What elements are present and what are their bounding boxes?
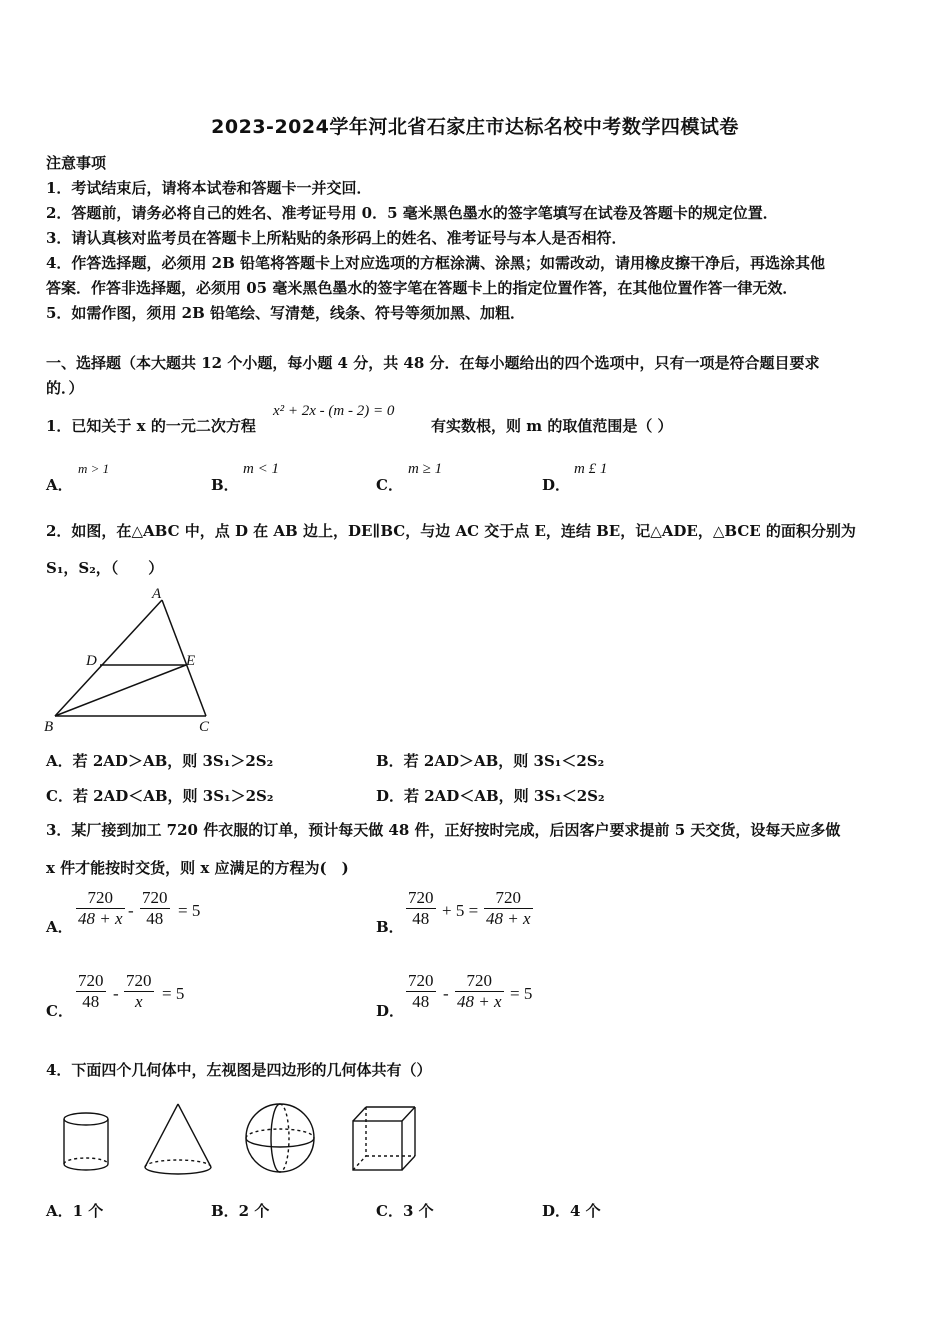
vertex-label-e: E [186, 653, 196, 669]
notice-item: 2．答题前，请务必将自己的姓名、准考证号用 0．5 毫米黑色墨水的签字笔填写在试卷及答题卡的规定位置． [46, 204, 778, 222]
vertex-label-c: C [199, 719, 210, 735]
q4-stem: 4．下面四个几何体中，左视图是四边形的几何体共有（） [46, 1061, 432, 1079]
cylinder-icon [64, 1113, 108, 1170]
q3-option-c-label: C． [46, 1002, 73, 1020]
q4-option-a: A．1 个 [46, 1202, 104, 1220]
q3-stem: 3．某厂接到加工 720 件衣服的订单，预计每天做 48 件，正好按时完成，后因客户要求提前 5 天交货，设每天应多做 [46, 821, 841, 839]
q1-option-c: m ≥ 1 [408, 461, 443, 477]
sphere-icon [246, 1104, 314, 1172]
q3-d-rhs: = 5 [510, 984, 533, 1003]
section-heading-cont: 的．） [46, 379, 84, 397]
q3-option-d-label: D． [376, 1002, 405, 1020]
notice-item: 3．请认真核对监考员在答题卡上所粘贴的条形码上的姓名、准考证号与本人是否相符． [46, 229, 627, 247]
notice-item: 5．如需作图，须用 2B 铅笔绘、写清楚，线条、符号等须加黑、加粗． [46, 304, 525, 322]
notice-heading: 注意事项 [46, 154, 107, 172]
q1-option-d: m £ 1 [574, 461, 608, 477]
q1-stem-suffix: 有实数根，则 m 的取值范围是（ ） [431, 417, 673, 435]
q3-b-fraction-1: $\frac{720}{48}$ [408, 888, 434, 928]
q3-a-fraction-2: $\frac{720}{48}$ [142, 888, 168, 928]
vertex-label-b: B [44, 719, 54, 735]
q4-option-d: D．4 个 [542, 1202, 601, 1220]
q2-stem-cont: S₁，S₂，（ ） [46, 559, 164, 577]
q3-a-rhs: = 5 [178, 901, 201, 920]
cube-icon [353, 1107, 415, 1170]
q3-a-operator: - [128, 901, 134, 920]
q3-c-operator: - [113, 984, 119, 1003]
q1-option-b: m < 1 [243, 461, 279, 477]
q3-stem-cont: x 件才能按时交货，则 x 应满足的方程为( ) [46, 859, 349, 877]
q1-stem-prefix: 1．已知关于 x 的一元二次方程 [46, 417, 256, 435]
q3-b-fraction-2: $\frac{720}{48 + x}$ [486, 888, 531, 928]
q1-equation: x² + 2x - (m - 2) = 0 [273, 403, 395, 419]
q3-c-fraction-1: $\frac{720}{48}$ [78, 971, 104, 1011]
cone-icon [145, 1104, 211, 1174]
q1-option-b-label: B． [211, 476, 239, 494]
q3-c-rhs: = 5 [162, 984, 185, 1003]
q2-option-d: D．若 2AD＜AB，则 3S₁＜2S₂ [376, 787, 605, 805]
q2-option-c: C．若 2AD＜AB，则 3S₁＞2S₂ [46, 787, 274, 805]
q1-option-d-label: D． [542, 476, 571, 494]
q2-option-b: B．若 2AD＞AB，则 3S₁＜2S₂ [376, 752, 605, 770]
notice-item: 答案．作答非选择题，必须用 05 毫米黑色墨水的签字笔在答题卡上的指定位置作答，在其他位置作答一律无效． [46, 279, 798, 297]
q4-option-b: B．2 个 [211, 1202, 270, 1220]
notice-item: 1．考试结束后，请将本试卷和答题卡一并交回． [46, 179, 372, 197]
q1-option-a: m > 1 [78, 461, 110, 476]
q2-stem: 2．如图，在△ABC 中，点 D 在 AB 边上，DE∥BC，与边 AC 交于点 E，连结 BE，记△ADE，△BCE 的面积分别为 [46, 522, 856, 540]
q3-b-operator: + 5 = [442, 901, 479, 920]
vertex-label-a: A [152, 586, 162, 602]
q3-d-operator: - [443, 984, 449, 1003]
q1-option-c-label: C． [376, 476, 403, 494]
q3-option-a-label: A． [46, 918, 73, 936]
q3-d-fraction-1: $\frac{720}{48}$ [408, 971, 434, 1011]
q3-option-b-label: B． [376, 918, 404, 936]
q3-a-fraction-1: $\frac{720}{48 + x}$ [78, 888, 123, 928]
notice-item: 4．作答选择题，必须用 2B 铅笔将答题卡上对应选项的方框涂满、涂黑；如需改动，请用橡皮擦干净后，再选涂其他 [46, 254, 826, 272]
q1-option-a-label: A． [46, 476, 73, 494]
section-heading: 一、选择题（本大题共 12 个小题，每小题 4 分，共 48 分．在每小题给出的四个选项中，只有一项是符合题目要求 [46, 354, 820, 372]
q4-option-c: C．3 个 [376, 1202, 434, 1220]
vertex-label-d: D [86, 653, 97, 669]
page-title: 2023-2024学年河北省石家庄市达标名校中考数学四模试卷 [211, 116, 739, 138]
q2-option-a: A．若 2AD＞AB，则 3S₁＞2S₂ [46, 752, 274, 770]
q3-d-fraction-2: $\frac{720}{48 + x}$ [457, 971, 502, 1011]
q3-c-fraction-2: $\frac{720}{x}$ [126, 971, 152, 1011]
